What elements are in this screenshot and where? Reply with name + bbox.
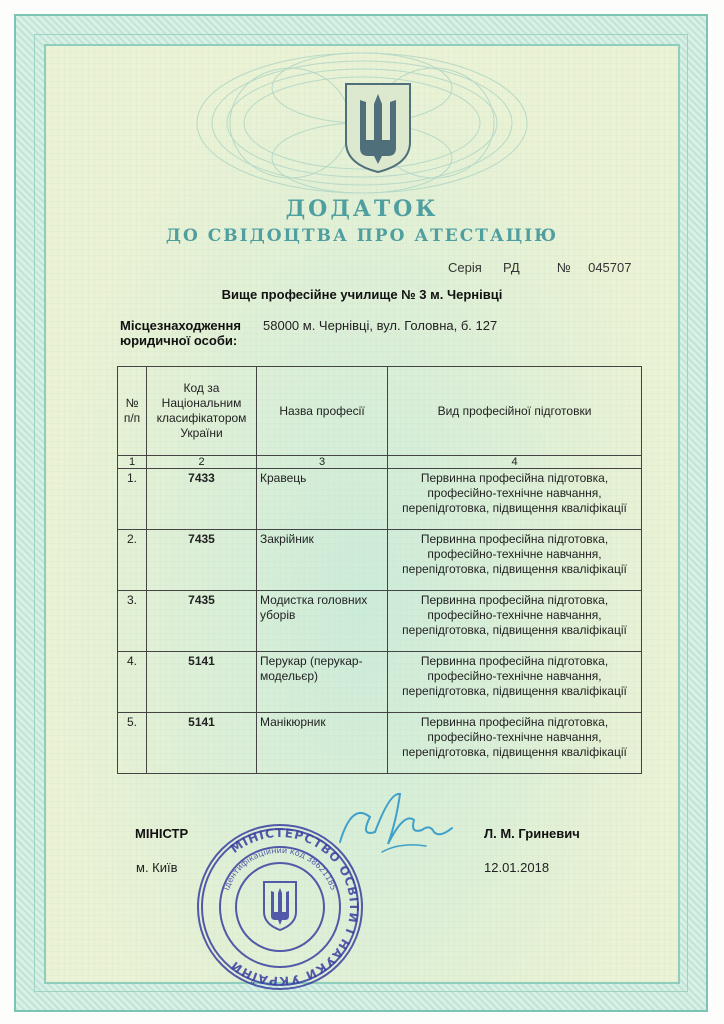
column-number: 4	[388, 456, 642, 469]
professions-table	[117, 366, 642, 774]
table-row	[118, 713, 642, 774]
row-code: 7435	[147, 530, 257, 591]
issue-date: 12.01.2018	[484, 860, 550, 875]
header-profession: Назва професії	[257, 367, 388, 456]
row-profession: Закрійник	[257, 530, 388, 591]
minister-name: Л. М. Гриневич	[484, 826, 580, 841]
row-number: 3.	[118, 591, 147, 652]
location-label-line1: Місцезнаходження	[120, 318, 241, 333]
row-code: 7433	[147, 469, 257, 530]
row-code: 5141	[147, 713, 257, 774]
svg-text:Ідентифікаційний код 38621185: Ідентифікаційний код 38621185	[221, 845, 339, 892]
issue-city: м. Київ	[136, 860, 178, 875]
handwritten-signature	[330, 782, 460, 862]
row-training-type: Первинна професійна підготовка, професійно-технічне навчання, перепідготовка, підвищення кваліфікації	[388, 591, 642, 652]
row-profession: Перукар (перукар-модельєр)	[257, 652, 388, 713]
header-number: № п/п	[118, 367, 147, 456]
row-number: 4.	[118, 652, 147, 713]
row-number: 5.	[118, 713, 147, 774]
location-value: 58000 м. Чернівці, вул. Головна, б. 127	[263, 318, 498, 333]
table-row	[118, 652, 642, 713]
organization-name: Вище професійне училище № 3 м. Чернівці	[221, 287, 503, 302]
row-number: 1.	[118, 469, 147, 530]
trident-coat-of-arms-icon	[344, 82, 412, 174]
row-training-type: Первинна професійна підготовка, професійно-технічне навчання, перепідготовка, підвищення кваліфікації	[388, 469, 642, 530]
minister-title: МІНІСТР	[135, 826, 189, 841]
document-title: ДОДАТОК	[285, 196, 439, 222]
row-training-type: Первинна професійна підготовка, професійно-технічне навчання, перепідготовка, підвищення кваліфікації	[388, 652, 642, 713]
row-code: 5141	[147, 652, 257, 713]
row-training-type: Первинна професійна підготовка, професійно-технічне навчання, перепідготовка, підвищення кваліфікації	[388, 530, 642, 591]
header-code: Код за Національним класифікатором України	[147, 367, 257, 456]
number-label: №	[556, 260, 571, 275]
number-value: 045707	[588, 260, 632, 275]
row-code: 7435	[147, 591, 257, 652]
table-row	[118, 530, 642, 591]
svg-text:МІНІСТЕРСТВО ОСВІТИ І НАУКИ УК: МІНІСТЕРСТВО ОСВІТИ І НАУКИ УКРАЇНИ	[227, 825, 362, 989]
column-number: 1	[118, 456, 147, 469]
row-profession: Модистка головних уборів	[257, 591, 388, 652]
document-subtitle: ДО СВІДОЦТВА ПРО АТЕСТАЦІЮ	[165, 226, 559, 246]
series-value: РД	[503, 260, 520, 275]
table-row	[118, 591, 642, 652]
series-label: Серія	[448, 260, 482, 275]
column-number: 2	[147, 456, 257, 469]
location-label	[120, 318, 260, 348]
row-number: 2.	[118, 530, 147, 591]
column-number: 3	[257, 456, 388, 469]
row-profession: Манікюрник	[257, 713, 388, 774]
table-header-row	[118, 367, 642, 456]
location-label-line2: юридичної особи:	[120, 333, 238, 348]
table-row	[118, 469, 642, 530]
column-numbers-row	[118, 456, 642, 469]
row-profession: Кравець	[257, 469, 388, 530]
row-training-type: Первинна професійна підготовка, професійно-технічне навчання, перепідготовка, підвищення кваліфікації	[388, 713, 642, 774]
series-number	[448, 260, 631, 275]
header-training-type: Вид професійної підготовки	[388, 367, 642, 456]
